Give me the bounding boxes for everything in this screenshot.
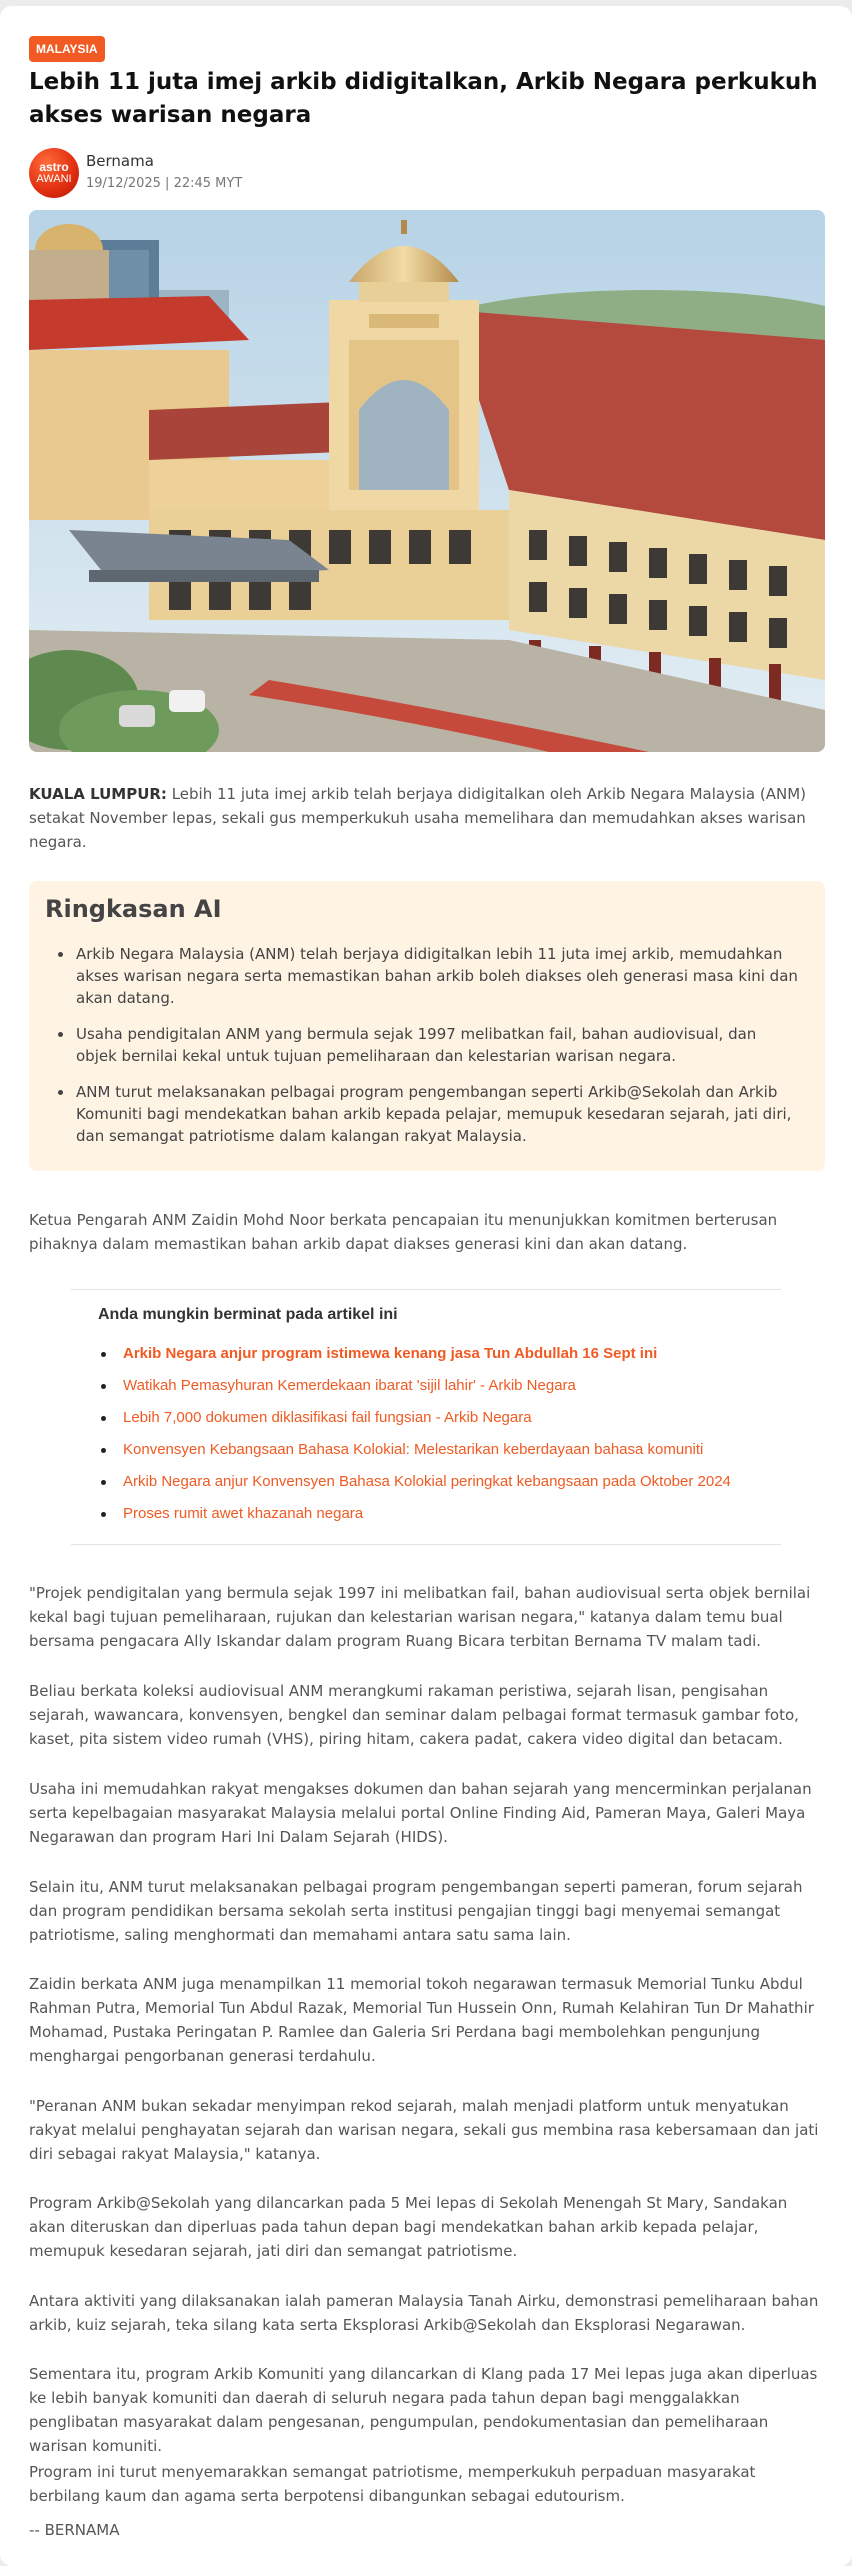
hero-image [29, 210, 825, 752]
body-paragraph: Ketua Pengarah ANM Zaidin Mohd Noor berkata pencapaian itu menunjukkan komitmen berterusan pihaknya dalam memastikan bahan arkib dapat diakses generasi kini dan akan datang. [29, 1211, 778, 1253]
related-article-link[interactable]: Lebih 7,000 dokumen diklasifikasi fail fungsian - Arkib Negara [123, 1408, 783, 1440]
body-paragraph: Program ini turut menyemarakkan semangat patriotisme, memperkukuh perpaduan masyarakat berbilang kaum dan agama serta berpotensi dibangunkan sebagai edutourism. [29, 2463, 756, 2505]
related-article-link[interactable]: Proses rumit awet khazanah negara [123, 1504, 783, 1536]
astro-awani-logo [29, 148, 79, 198]
lead-text: Lebih 11 juta imej arkib telah berjaya didigitalkan oleh Arkib Negara Malaysia (ANM) setakat November lepas, sekali gus memperkukuh usaha memelihara dan memudahkan akses warisan negara. [29, 785, 807, 851]
body-paragraph: Beliau berkata koleksi audiovisual ANM merangkumi rakaman peristiwa, sejarah lisan, pengisahan sejarah, wawancara, konvensyen, bengkel dan seminar dalam pelbagai format termasuk gambar foto, kaset, pita sistem video rumah (VHS), piring hitam, cakera padat, cakera video digital dan betacam. [29, 1682, 799, 1748]
body-paragraph: Zaidin berkata ANM juga menampilkan 11 memorial tokoh negarawan termasuk Memorial Tunku Abdul Rahman Putra, Memorial Tun Abdul Razak, Memorial Tun Hussein Onn, Rumah Kelahiran Tun Dr Mahathir Mohamad, Pustaka Peringatan P. Ramlee dan Galeria Sri Perdana bagi membolehkan pengunjung menghargai pengorbanan generasi terdahulu. [29, 1975, 814, 2065]
article-page [0, 6, 852, 2566]
body-paragraph: "Projek pendigitalan yang bermula sejak 1997 ini melibatkan fail, bahan audiovisual serta objek bernilai kekal bagi tujuan pemeliharaan, rujukan dan kelestarian warisan negara," katanya dalam temu bual bersama pengacara Ally Iskandar dalam program Ruang Bicara terbitan Bernama TV malam tadi. [29, 1584, 811, 1650]
ai-summary-point: Arkib Negara Malaysia (ANM) telah berjaya didigitalkan lebih 11 juta imej arkib, memudahkan akses warisan negara serta memastikan bahan arkib boleh diakses oleh generasi masa kini dan akan datang. [76, 943, 801, 1009]
ai-summary-title: Ringkasan AI [45, 895, 222, 923]
related-article-link[interactable]: Arkib Negara anjur Konvensyen Bahasa Kolokial peringkat kebangsaan pada Oktober 2024 [123, 1472, 783, 1504]
logo-text-awani: AWANI [36, 173, 72, 185]
body-paragraph: Antara aktiviti yang dilaksanakan ialah pameran Malaysia Tanah Airku, demonstrasi pemeliharaan bahan arkib, kuiz sejarah, teka silang kata serta Eksplorasi Arkib@Sekolah dan Eksplorasi Negarawan. [29, 2292, 819, 2334]
ai-summary-list [76, 943, 801, 1161]
ai-summary-point: ANM turut melaksanakan pelbagai program pengembangan seperti Arkib@Sekolah dan Arkib Komuniti bagi mendekatkan bahan arkib kepada pelajar, memupuk kesedaran sejarah, jati diri, dan semangat patriotisme dalam kalangan rakyat Malaysia. [76, 1081, 801, 1147]
related-articles-title: Anda mungkin berminat pada artikel ini [98, 1306, 398, 1323]
category-badge[interactable]: MALAYSIA [29, 36, 105, 62]
ai-summary-point: Usaha pendigitalan ANM yang bermula sejak 1997 melibatkan fail, bahan audiovisual, dan objek bernilai kekal untuk tujuan pemeliharaan dan kelestarian warisan negara. [76, 1023, 801, 1067]
body-paragraph: Selain itu, ANM turut melaksanakan pelbagai program pengembangan seperti pameran, forum sejarah dan program pendidikan bersama sekolah serta institusi pengajian tinggi bagi menyemai semangat patriotisme, saling menghormati dan memahami antara satu sama lain. [29, 1878, 803, 1944]
body-paragraph: Program Arkib@Sekolah yang dilancarkan pada 5 Mei lepas di Sekolah Menengah St Mary, Sandakan akan diteruskan dan diperluas pada tahun depan bagi mendekatkan bahan arkib kepada pelajar, memupuk kesedaran sejarah, jati diri dan semangat patriotisme. [29, 2194, 788, 2260]
publish-date: 19/12/2025 | 22:45 MYT [86, 176, 243, 191]
related-article-link[interactable]: Arkib Negara anjur program istimewa kenang jasa Tun Abdullah 16 Sept ini [123, 1344, 783, 1376]
lead-paragraph [29, 782, 823, 854]
logo-text-astro: astro [39, 160, 69, 174]
body-paragraph: Sementara itu, program Arkib Komuniti yang dilancarkan di Klang pada 17 Mei lepas juga akan diperluas ke lebih banyak komuniti dan daerah di seluruh negara pada tahun depan bagi menggalakkan penglibatan masyarakat dalam pengesanan, pengumpulan, pendokumentasian dan pemeliharaan warisan komuniti. [29, 2365, 818, 2455]
arkib-negara-building-illustration [29, 210, 825, 752]
related-articles [71, 1289, 781, 1545]
ai-summary-box [29, 881, 825, 1171]
author-name[interactable]: Bernama [86, 152, 154, 170]
related-articles-list [123, 1344, 783, 1536]
article-credit: -- BERNAMA [29, 2521, 120, 2539]
dateline: KUALA LUMPUR: [29, 785, 167, 803]
related-article-link[interactable]: Watikah Pemasyhuran Kemerdekaan ibarat 'sijil lahir' - Arkib Negara [123, 1376, 783, 1408]
body-paragraph: Usaha ini memudahkan rakyat mengakses dokumen dan bahan sejarah yang mencerminkan perjalanan serta kepelbagaian masyarakat Malaysia melalui portal Online Finding Aid, Pameran Maya, Galeri Maya Negarawan dan program Hari Ini Dalam Sejarah (HIDS). [29, 1780, 812, 1846]
body-paragraph: "Peranan ANM bukan sekadar menyimpan rekod sejarah, malah menjadi platform untuk menyatukan rakyat melalui penghayatan sejarah dan warisan negara, sekali gus membina rasa kebersamaan dan jati diri sebagai rakyat Malaysia," katanya. [29, 2097, 819, 2163]
article-title: Lebih 11 juta imej arkib didigitalkan, Arkib Negara perkukuh akses warisan negara [29, 69, 818, 128]
related-article-link[interactable]: Konvensyen Kebangsaan Bahasa Kolokial: Melestarikan keberdayaan bahasa komuniti [123, 1440, 783, 1472]
